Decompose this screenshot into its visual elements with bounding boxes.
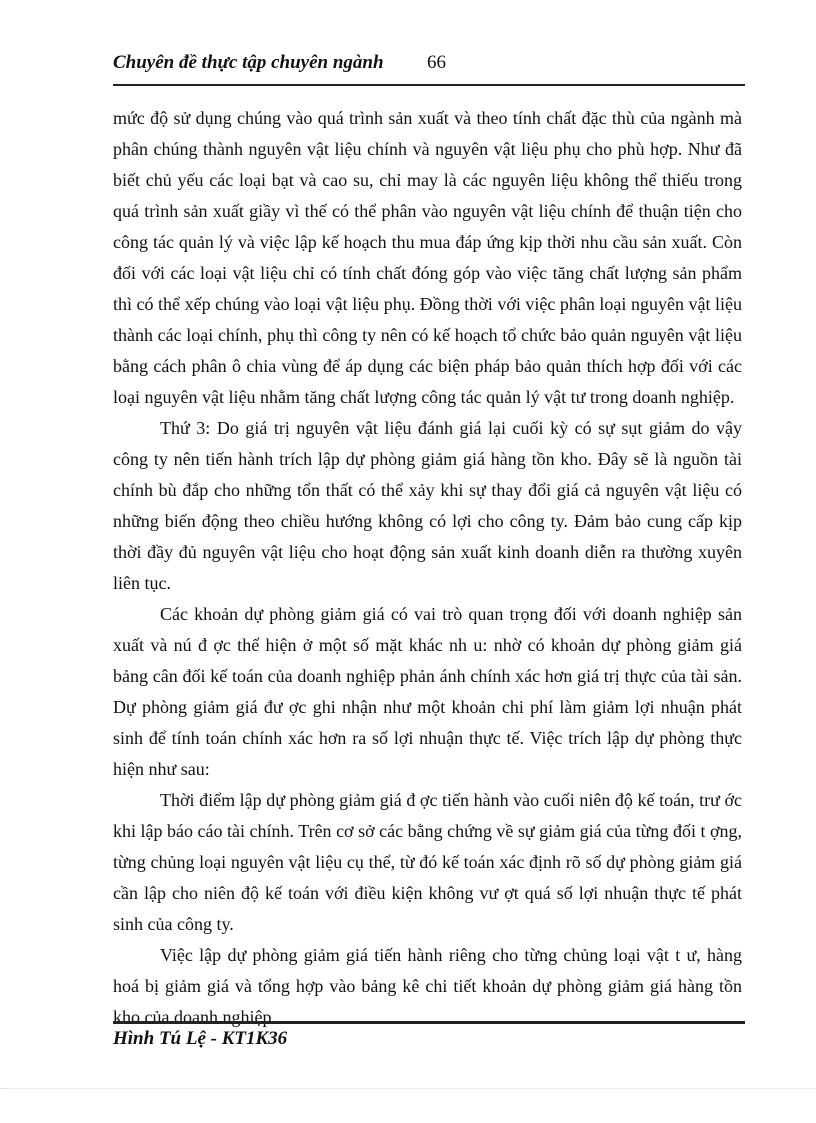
- page-edge: [0, 1088, 816, 1089]
- paragraph-continued: mức độ sử dụng chúng vào quá trình sản xuất và theo tính chất đặc thù của ngành mà phân chúng thành nguyên vật liệu chính và nguyên vật liệu phụ cho phù hợp. Như đã biết chủ yếu các loại bạt và cao su, chỉ may là các nguyên liệu không thể thiếu trong quá trình sản xuất giầy vì thế có thể phân vào nguyên vật liệu chính để thuận tiện cho công tác quản lý và việc lập kế hoạch thu mua đáp ứng kịp thời nhu cầu sản xuất. Còn đối với các loại vật liệu chỉ có tính chất đóng góp vào việc tăng chất lượng sản phẩm thì có thể xếp chúng vào loại vật liệu phụ. Đồng thời với việc phân loại nguyên vật liệu thành các loại chính, phụ thì công ty nên có kế hoạch tổ chức bảo quản nguyên vật liệu bằng cách phân ô chia vùng để áp dụng các biện pháp bảo quản thích hợp đối với các loại nguyên vật liệu nhằm tăng chất lượng công tác quản lý vật tư trong doanh nghiệp.: [113, 108, 742, 407]
- footer-rule: [113, 1021, 745, 1024]
- document-body: [113, 103, 742, 1033]
- page-header: [113, 46, 745, 82]
- header-title: Chuyên đề thực tập chuyên ngành: [113, 52, 384, 73]
- footer-author: Hình Tú Lệ - KT1K36: [113, 1028, 288, 1049]
- paragraph: Các khoản dự phòng giảm giá có vai trò quan trọng đối với doanh nghiệp sản xuất và nú đ ợc thể hiện ở một số mặt khác nh u: nhờ có khoản dự phòng giảm giá bảng cân đối kế toán của doanh nghiệp phản ánh chính xác hơn giá trị thực của tài sản. Dự phòng giảm giá đư ợc ghi nhận như một khoản chi phí làm giảm lợi nhuận phát sinh để tính toán chính xác hơn ra số lợi nhuận thực tế. Việc trích lập dự phòng thực hiện như sau:: [113, 604, 742, 779]
- page-number: 66: [427, 52, 446, 73]
- header-rule: [113, 84, 745, 86]
- paragraph: Thời điểm lập dự phòng giảm giá đ ợc tiến hành vào cuối niên độ kế toán, trư ớc khi lập báo cáo tài chính. Trên cơ sở các bằng chứng về sự giảm giá của từng đối t ợng, từng chủng loại nguyên vật liệu cụ thể, từ đó kế toán xác định rõ số dự phòng giảm giá cần lập cho niên độ kế toán với điều kiện không vư ợt quá số lợi nhuận thực tế phát sinh của công ty.: [113, 790, 742, 934]
- paragraph: Việc lập dự phòng giảm giá tiến hành riêng cho từng chủng loại vật t ư, hàng hoá bị giảm giá và tổng hợp vào bảng kê chi tiết khoản dự phòng giảm giá hàng tồn kho của doanh nghiệp.: [113, 945, 742, 1027]
- paragraph: Thứ 3: Do giá trị nguyên vật liệu đánh giá lại cuối kỳ có sự sụt giảm do vậy công ty nên tiến hành trích lập dự phòng giảm giá hàng tồn kho. Đây sẽ là nguồn tài chính bù đắp cho những tổn thất có thể xảy khi sự thay đổi giá cả nguyên vật liệu có những biến động theo chiều hướng không có lợi cho công ty. Đảm bảo cung cấp kịp thời đầy đủ nguyên vật liệu cho hoạt động sản xuất kinh doanh diễn ra thường xuyên liên tục.: [113, 418, 742, 593]
